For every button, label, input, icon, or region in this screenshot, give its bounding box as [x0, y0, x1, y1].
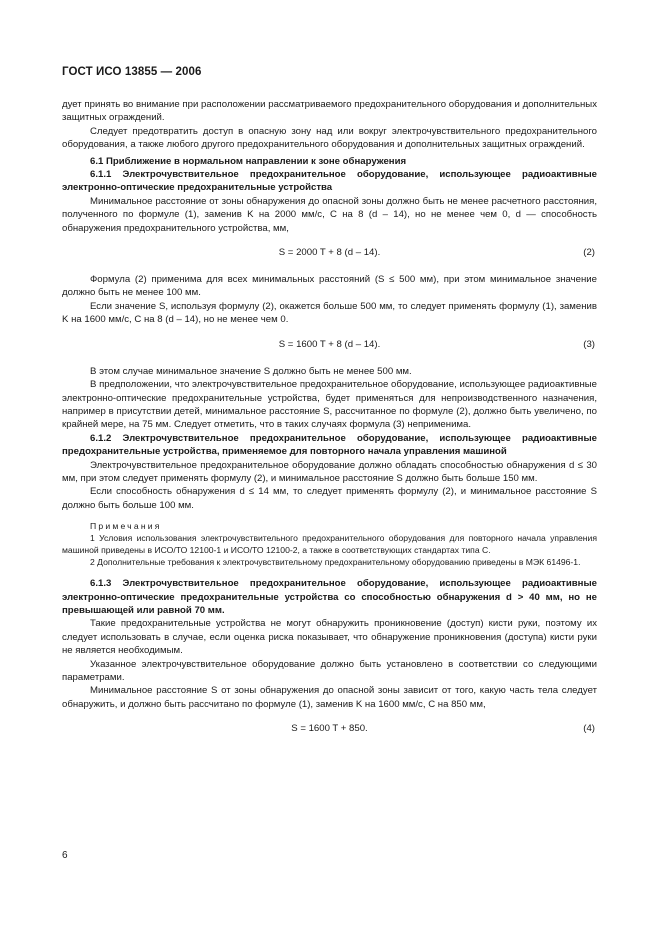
formula-text: S = 1600 T + 8 (d – 14).	[278, 338, 381, 350]
notes-block	[62, 520, 597, 568]
paragraph: дует принять во внимание при расположении рассматриваемого предохранительного оборудования и дополнительных защитных ограждений.	[62, 99, 597, 124]
formula-number: (3)	[583, 338, 595, 350]
formula-text: S = 1600 T + 850.	[291, 723, 368, 735]
formula-4	[62, 719, 597, 739]
formula-number: (4)	[583, 723, 595, 735]
section-heading: 6.1.2 Электрочувствительное предохранительное оборудование, использующее радиоактивные предохранительные устройства, применяемое для повторного начала управления машиной	[62, 432, 597, 458]
note-item: 2 Дополнительные требования к электрочувствительному предохранительному оборудованию приведены в МЭК 61496-1.	[90, 557, 581, 568]
paragraph: Такие предохранительные устройства не могут обнаружить проникновение (доступ) кисти руки, поэтому их следует использовать в случае, если оценка риска показывает, что обнаружение проникновения (доступа) кисти руки не является необходимым.	[62, 618, 597, 657]
paragraph: Минимальное расстояние от зоны обнаружения до опасной зоны должно быть не менее расчетного расстояния, полученного по формуле (1), заменив K на 2000 мм/с, C на 8 (d – 14), но не менее чем 0, d — способность обнаружения предохранительного устройства, мм,	[62, 195, 597, 234]
section-heading: 6.1.1 Электрочувствительное предохранительное оборудование, использующее радиоактивные электронно-оптические предохранительные устройства	[62, 169, 597, 194]
formula-number: (2)	[583, 247, 595, 259]
note-item: 1 Условия использования электрочувствительного предохранительного оборудования для повторного начала управления машиной приведены в ИСО/ТО 12100-1 и ИСО/ТО 12100-2, а также в соответствующих стандартах типа С.	[62, 533, 597, 556]
paragraph: В этом случае минимальное значение S должно быть не менее 500 мм.	[90, 365, 412, 377]
notes-title: Примечания	[90, 521, 162, 532]
paragraph: Если способность обнаружения d ≤ 14 мм, то следует применять формулу (2), и минимальное расстояние S должно быть больше 100 мм.	[62, 486, 597, 511]
section-heading: 6.1.3 Электрочувствительное предохранительное оборудование, использующее радиоактивные электронно-оптические предохранительные устройства со способностью обнаружения d > 40 мм, но не превышающей или равной 70 мм.	[62, 578, 597, 616]
paragraph: Минимальное расстояние S от зоны обнаружения до опасной зоны зависит от того, какую часть тела следует обнаружить, и должно быть рассчитано по формуле (1), заменив K на 1600 мм/с, C на 850 мм,	[62, 685, 597, 710]
paragraph: В предположении, что электрочувствительное предохранительное оборудование, использующее радиоактивные электронно-оптические предохранительные устройства, будет применяться для непроизводственного назначения, например в присутствии детей, минимальное расстояние S, рассчитанное по формуле (2), должно быть увеличено, по крайней мере, на 75 мм. Следует отметить, что в таких случаях формула (3) неприменима.	[62, 379, 597, 431]
page-number: 6	[62, 850, 68, 861]
paragraph: Следует предотвратить доступ в опасную зону над или вокруг электрочувствительного предохранительного оборудования, а также любого другого предохранительного оборудования и дополнительных защитных ограждений.	[62, 125, 597, 151]
paragraph: Формула (2) применима для всех минимальных расстояний (S ≤ 500 мм), при этом минимальное значение должно быть не менее 100 мм.	[62, 274, 597, 299]
formula-3	[62, 335, 597, 355]
formula-2	[62, 243, 597, 263]
paragraph: Если значение S, используя формулу (2), окажется больше 500 мм, то следует применять формулу (1), заменив K на 1600 мм/с, C на 8 (d – 14), но не менее чем 0.	[62, 300, 597, 326]
paragraph: Указанное электрочувствительное оборудование должно быть установлено в соответствии со следующими параметрами.	[62, 658, 597, 683]
formula-text: S = 2000 T + 8 (d – 14).	[278, 247, 381, 259]
paragraph: Электрочувствительное предохранительное оборудование должно обладать способностью обнаружения d ≤ 30 мм, при этом следует применять формулу (2), и минимальное расстояние S должно быть больше 150 мм.	[62, 459, 597, 484]
document-header: ГОСТ ИСО 13855 — 2006	[62, 66, 202, 78]
document-body	[62, 98, 597, 749]
section-heading: 6.1 Приближение в нормальном направлении к зоне обнаружения	[90, 155, 407, 167]
